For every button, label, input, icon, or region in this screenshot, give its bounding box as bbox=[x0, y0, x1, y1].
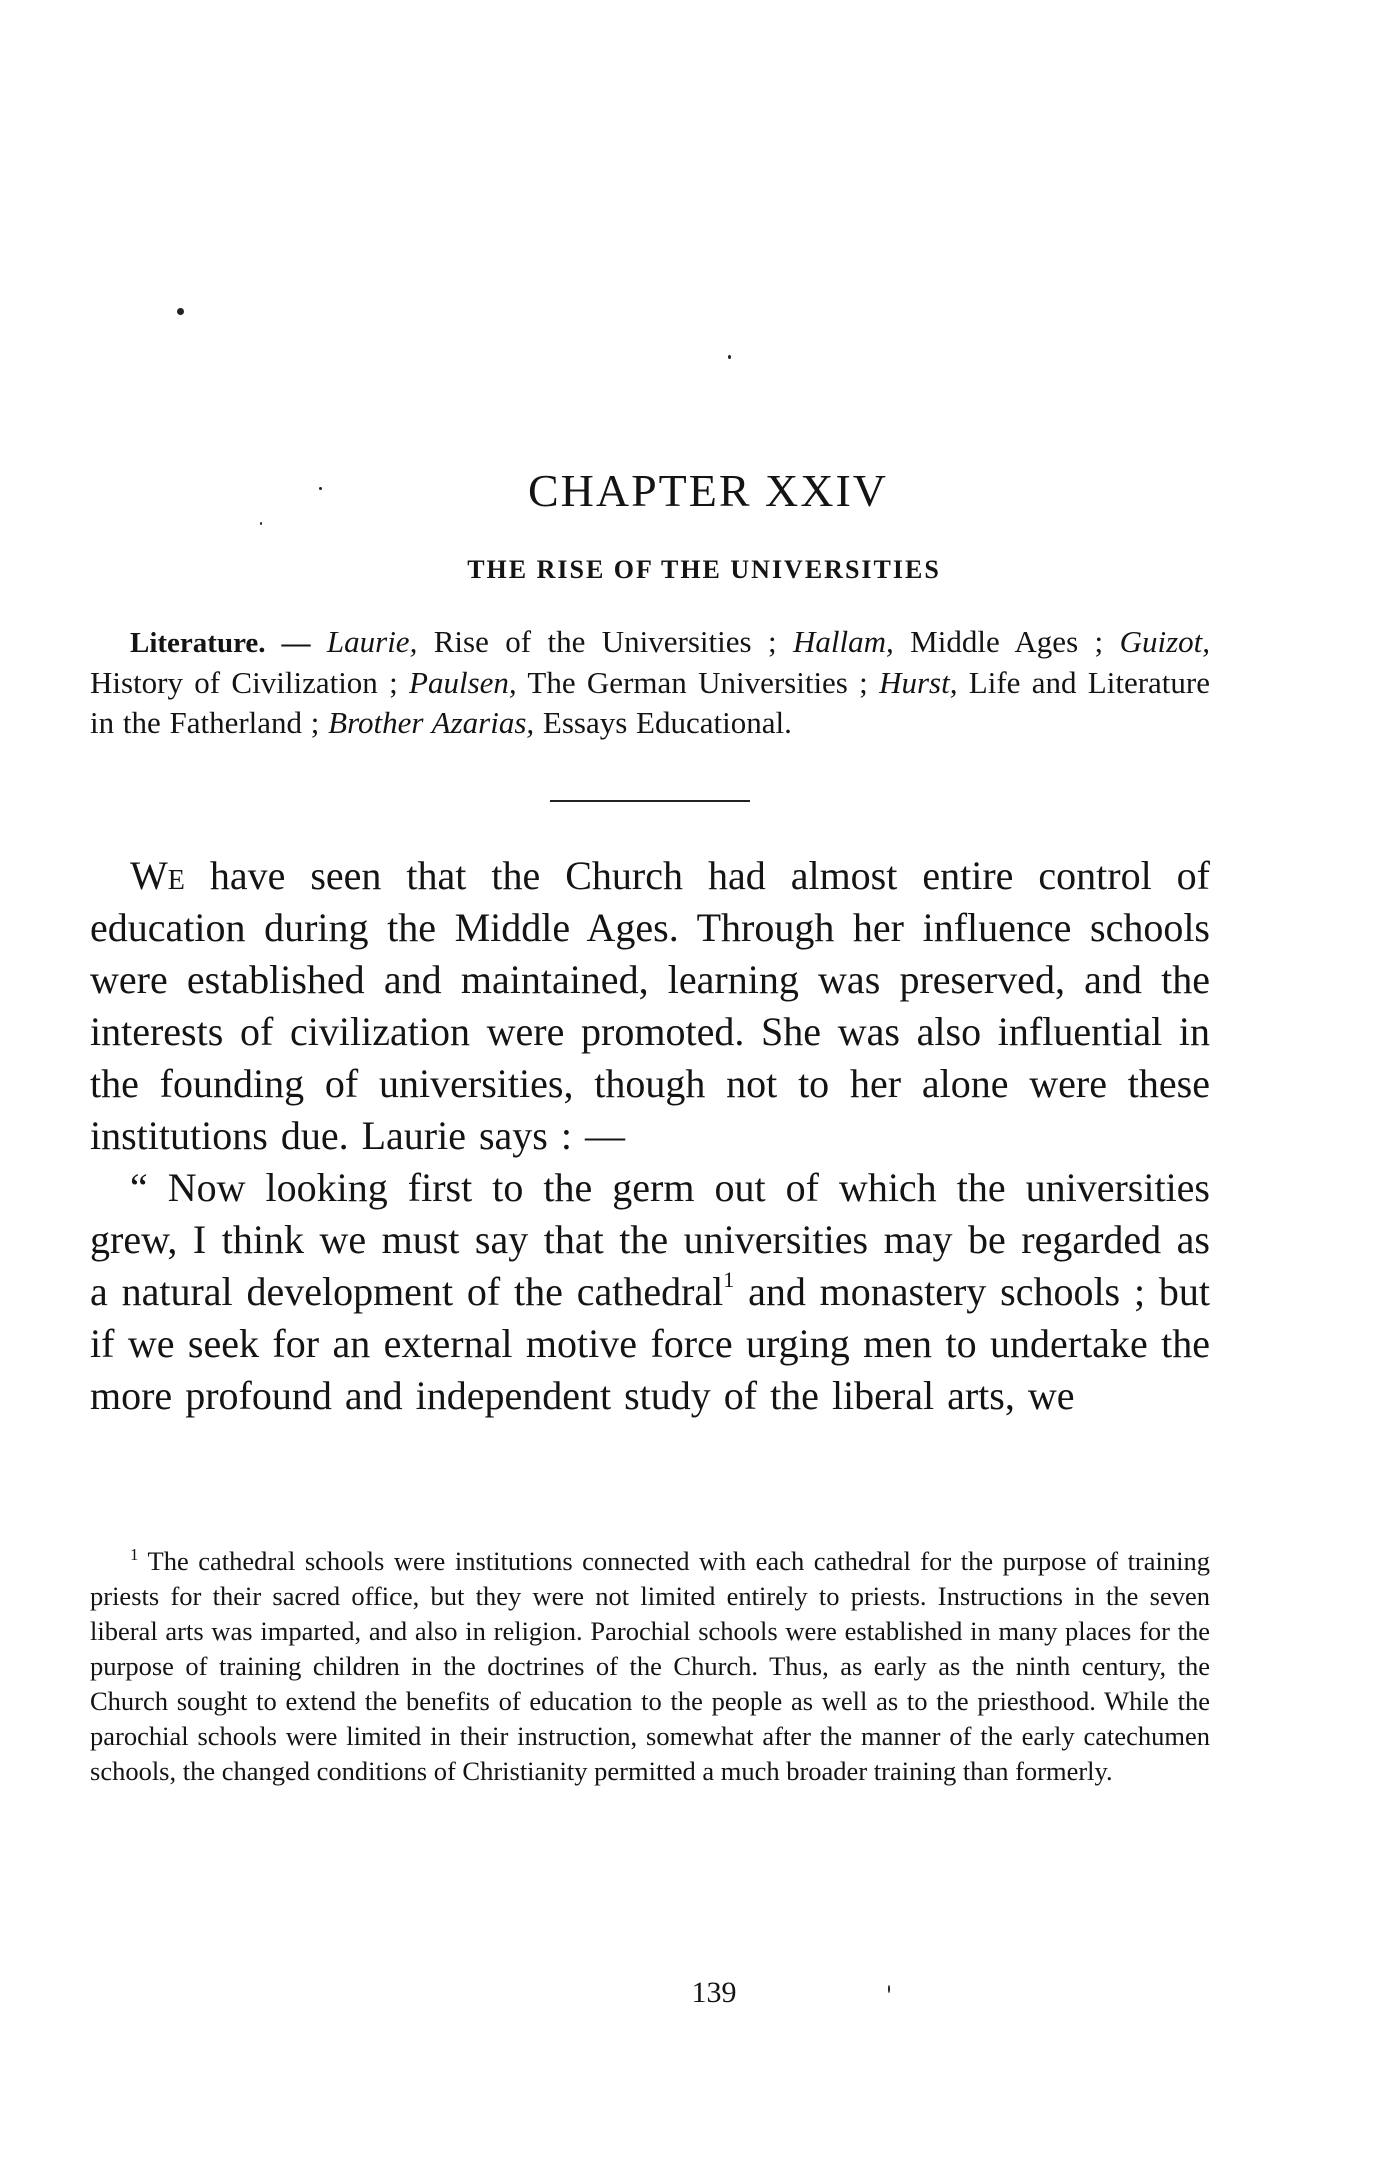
ref-author: Hallam, bbox=[793, 624, 894, 659]
ref-author: Laurie, bbox=[326, 624, 418, 659]
footnote-reference[interactable]: 1 bbox=[723, 1267, 735, 1292]
ref-author: Guizot, bbox=[1119, 624, 1211, 659]
chapter-title: THE RISE OF THE UNIVERSITIES bbox=[467, 555, 941, 584]
literature-label: Literature. — bbox=[130, 627, 311, 659]
ref-work: Middle Ages ; bbox=[893, 624, 1120, 659]
ref-author: Paulsen, bbox=[409, 665, 517, 700]
ref-work: History of Civilization ; bbox=[90, 665, 410, 700]
chapter-number: CHAPTER XXIV bbox=[527, 465, 889, 516]
body-text bbox=[90, 850, 1210, 1422]
paragraph-text: “ Now looking first to the germ out of which the universities grew, I think we must say that the universities may be regarded as a natural development of the cathedral bbox=[90, 1165, 1210, 1314]
quotation-paragraph bbox=[90, 1162, 1210, 1422]
ref-work: Essays Educational. bbox=[534, 705, 792, 740]
paragraph-text: have seen that the Church had almost entire control of education during the Middle Ages. Through her influence schools were established and maintained, learning was preserved, and the interests of civilization were promoted. She was also influential in the founding of universities, though not to her alone were these institutions due. Laurie says : — bbox=[90, 853, 1210, 1158]
paragraph bbox=[90, 850, 1210, 1162]
scan-speck bbox=[177, 308, 184, 315]
ref-author: Brother Azarias, bbox=[328, 705, 535, 740]
footnote bbox=[90, 1544, 1210, 1789]
scan-speck bbox=[260, 522, 262, 525]
section-divider bbox=[550, 800, 750, 802]
ref-author: Hurst, bbox=[879, 665, 958, 700]
literature-references bbox=[90, 622, 1210, 743]
page-number: 139 bbox=[691, 1976, 737, 2009]
opening-words: We bbox=[130, 853, 185, 898]
scan-speck bbox=[728, 355, 731, 359]
ref-work: Rise of the Universities ; bbox=[417, 624, 794, 659]
ref-work: Life and Literature in the Fatherland ; bbox=[90, 665, 1211, 740]
footnote-text: The cathedral schools were institutions connected with each cathedral for the purpose of training priests for their sacred office, but they were not limited entirely to priests. Instructions in the seven liberal arts was imparted, and also in religion. Parochial schools were established in many places for the purpose of training children in the doctrines of the Church. Thus, as early as the ninth century, the Church sought to extend the benefits of education to the people as well as to the priesthood. While the parochial schools were limited in their instruction, somewhat after the manner of the early catechumen schools, the changed conditions of Christianity permitted a much broader training than formerly. bbox=[90, 1546, 1210, 1786]
footnote-marker: 1 bbox=[130, 1545, 139, 1564]
paragraph-text: and monastery schools ; but if we seek for an external motive force urging men to undertake the more profound and independent study of the liberal arts, we bbox=[90, 1269, 1210, 1418]
ref-work: The German Universities ; bbox=[516, 665, 880, 700]
